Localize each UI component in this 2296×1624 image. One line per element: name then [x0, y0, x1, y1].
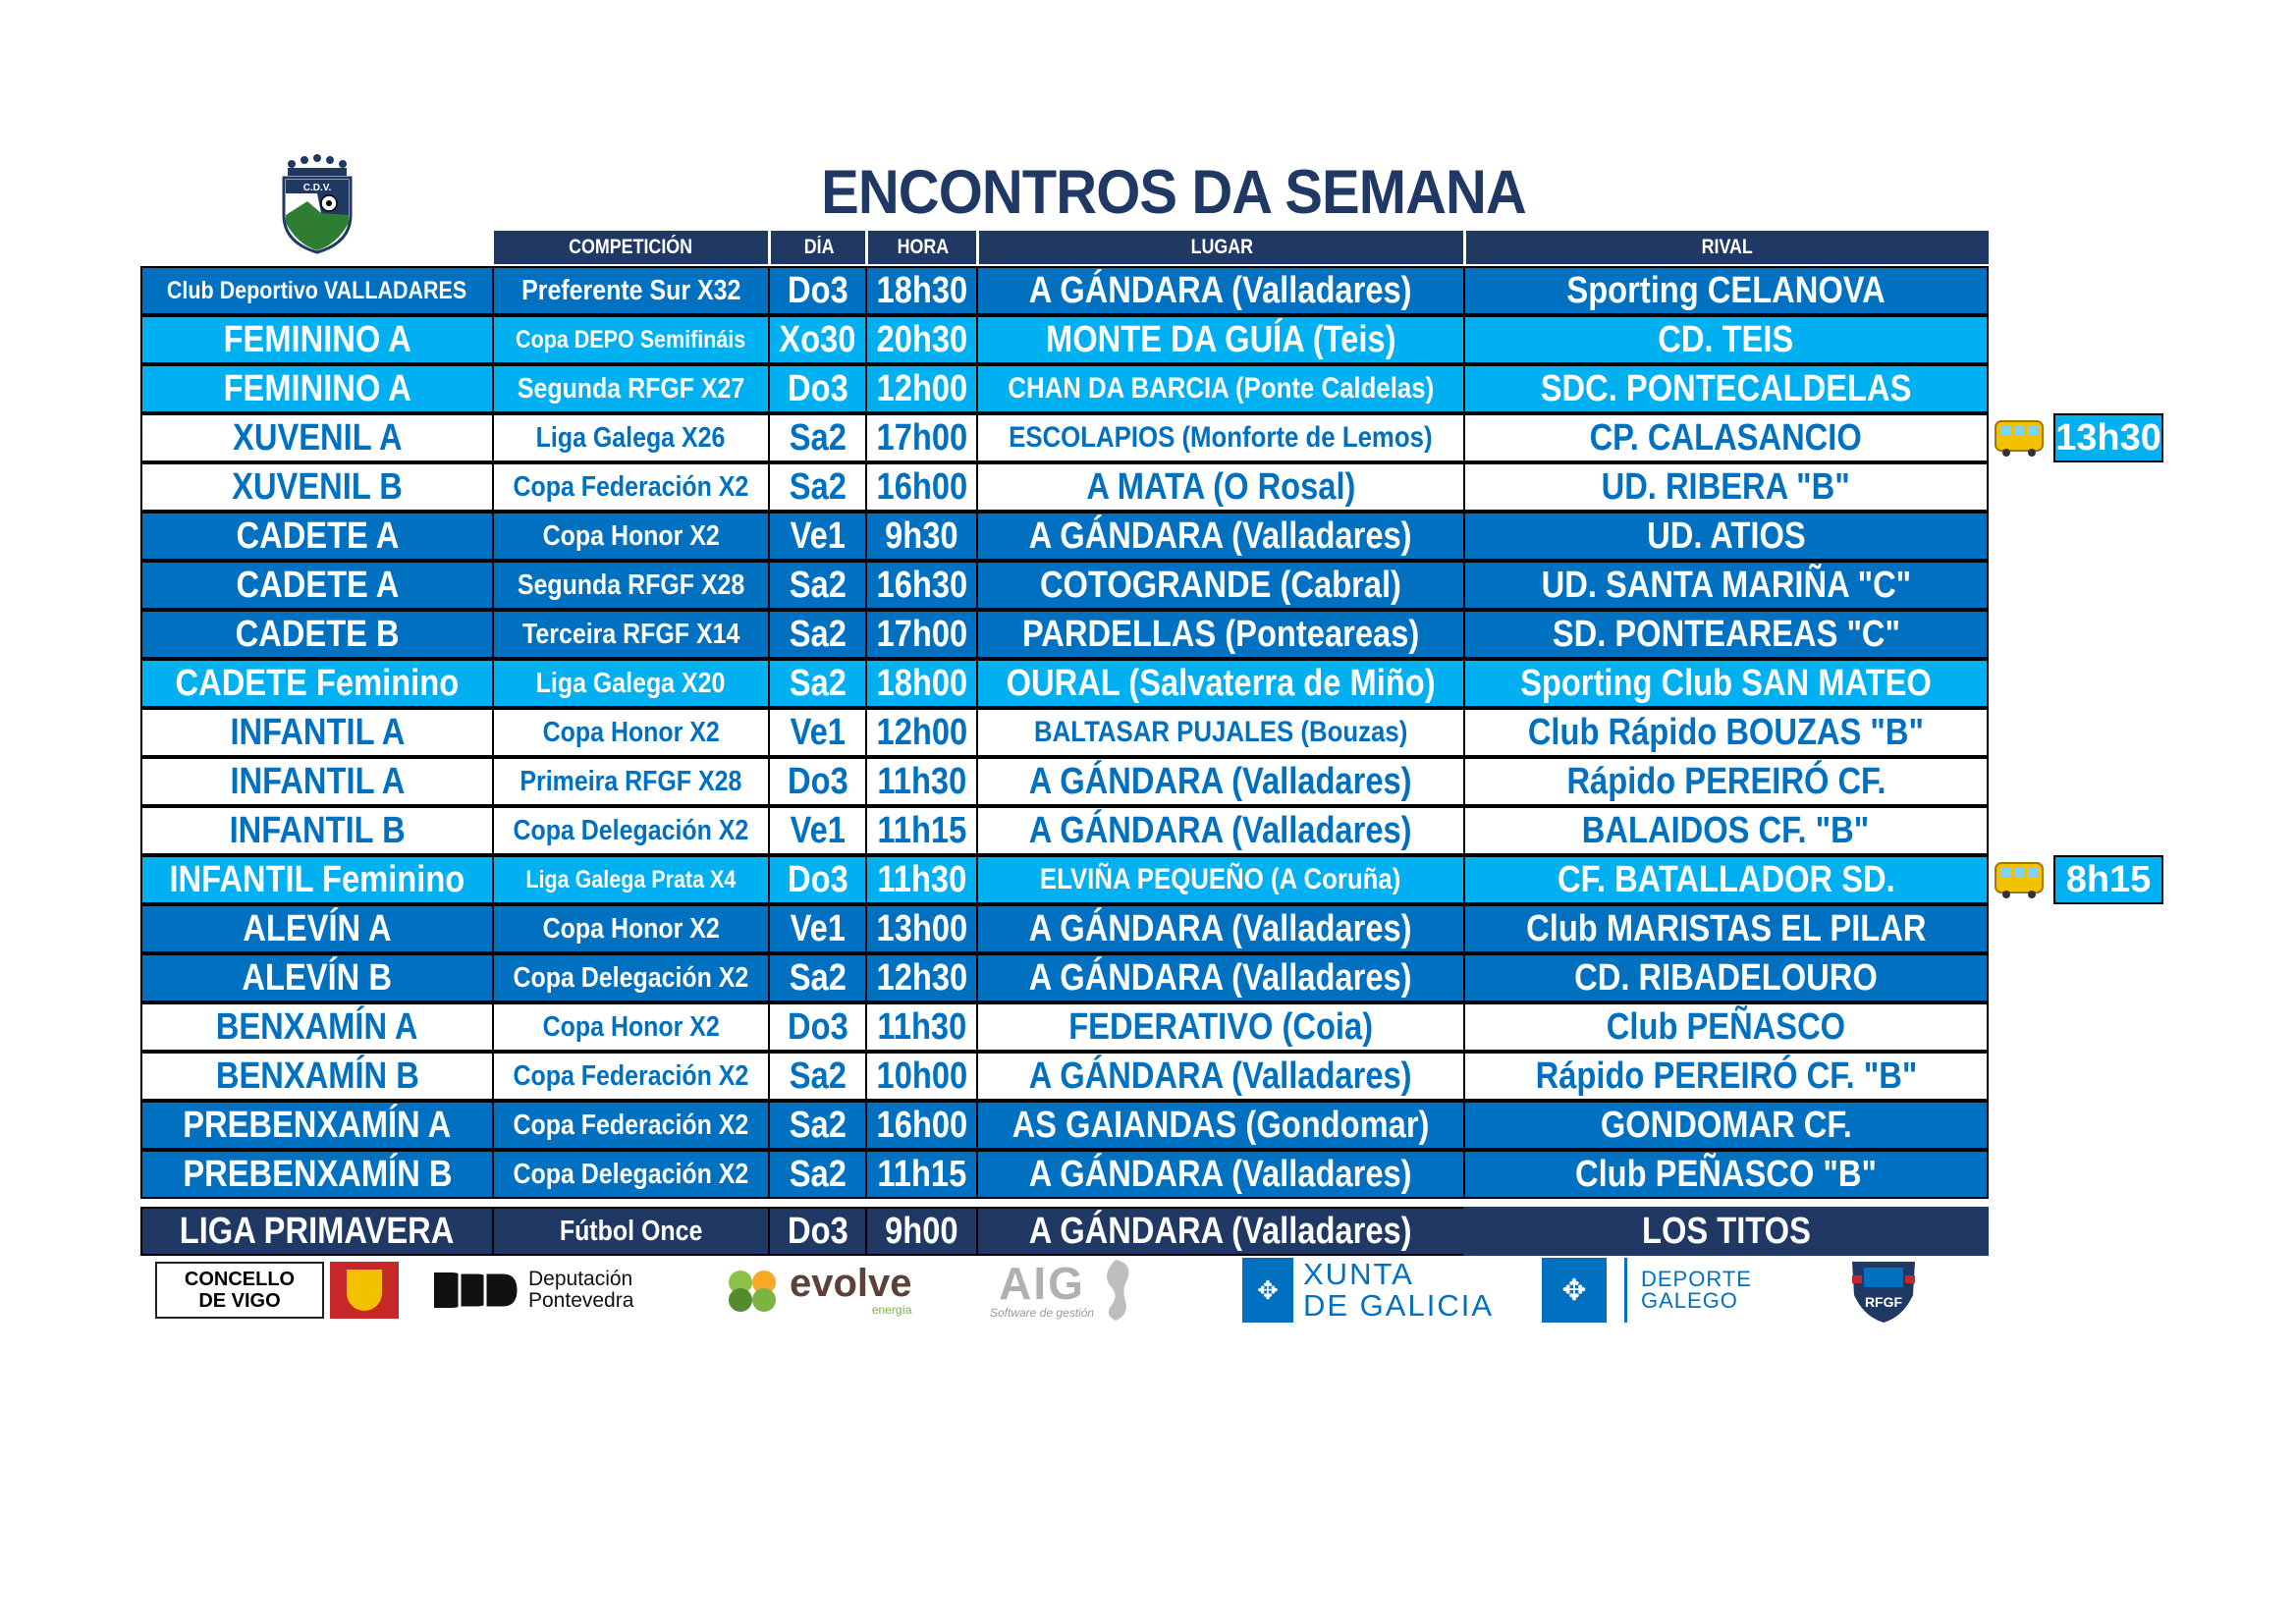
- time-cell: 12h00: [865, 708, 978, 757]
- day-cell: Sa2: [768, 953, 867, 1002]
- competition-cell: Segunda RFGF X27: [492, 364, 770, 413]
- day-cell: Ve1: [768, 512, 867, 561]
- match-row: [140, 1002, 1989, 1052]
- team-cell: XUVENIL A: [140, 413, 494, 462]
- bus-departure-time: 8h15: [2053, 855, 2163, 904]
- rival-cell: UD. RIBERA "B": [1463, 462, 1989, 512]
- team-cell: ALEVÍN A: [140, 904, 494, 953]
- team-cell: CADETE A: [140, 512, 494, 561]
- match-row: [140, 462, 1989, 512]
- rival-cell: CP. CALASANCIO: [1463, 413, 1989, 462]
- sponsor-deputacion: Deputación Pontevedra: [432, 1261, 633, 1320]
- rival-cell: Sporting Club SAN MATEO: [1463, 659, 1989, 708]
- page-title: ENCONTROS DA SEMANA: [821, 158, 1526, 227]
- rfgf-shield-icon: [1844, 1256, 1923, 1325]
- time-cell: 12h30: [865, 953, 978, 1002]
- match-row: [140, 1207, 1989, 1256]
- match-row: [140, 266, 1989, 315]
- rfgf-text: RFGF: [1864, 1294, 1903, 1310]
- team-cell: PREBENXAMÍN A: [140, 1101, 494, 1150]
- evolve-leaf-icon: [725, 1269, 790, 1312]
- match-row: [140, 512, 1989, 561]
- day-cell: Sa2: [768, 1150, 867, 1199]
- competition-cell: Copa Federación X2: [492, 1101, 770, 1150]
- day-cell: Sa2: [768, 462, 867, 512]
- bus-icon: [1994, 859, 2045, 900]
- day-cell: Sa2: [768, 1052, 867, 1101]
- time-cell: 18h30: [865, 266, 978, 315]
- competition-cell: Liga Galega Prata X4: [492, 855, 770, 904]
- sponsor-rfgf: [1844, 1261, 1923, 1320]
- competition-cell: Copa Federación X2: [492, 1052, 770, 1101]
- match-row: [140, 1150, 1989, 1199]
- competition-cell: Copa Delegación X2: [492, 1150, 770, 1199]
- place-cell: A GÁNDARA (Valladares): [976, 806, 1465, 855]
- place-cell: ESCOLAPIOS (Monforte de Lemos): [976, 413, 1465, 462]
- team-cell: LIGA PRIMAVERA: [140, 1207, 494, 1256]
- time-cell: 11h15: [865, 1150, 978, 1199]
- place-cell: AS GAIANDAS (Gondomar): [976, 1101, 1465, 1150]
- time-cell: 13h00: [865, 904, 978, 953]
- match-row: [140, 413, 1989, 462]
- rival-cell: CF. BATALLADOR SD.: [1463, 855, 1989, 904]
- seahorse-icon: [1094, 1256, 1137, 1325]
- day-cell: Do3: [768, 364, 867, 413]
- match-row: [140, 757, 1989, 806]
- competition-cell: Copa Honor X2: [492, 708, 770, 757]
- competition-cell: Liga Galega X20: [492, 659, 770, 708]
- time-cell: 20h30: [865, 315, 978, 364]
- place-cell: A GÁNDARA (Valladares): [976, 953, 1465, 1002]
- time-cell: 17h00: [865, 413, 978, 462]
- day-cell: Sa2: [768, 659, 867, 708]
- deporte-shield-icon: ✥: [1542, 1258, 1607, 1323]
- header-rival: RIVAL: [1463, 231, 1989, 264]
- team-cell: FEMININO A: [140, 315, 494, 364]
- place-cell: A GÁNDARA (Valladares): [976, 904, 1465, 953]
- place-cell: PARDELLAS (Ponteareas): [976, 610, 1465, 659]
- match-row: [140, 610, 1989, 659]
- rival-cell: Sporting CELANOVA: [1463, 266, 1989, 315]
- rival-cell: SD. PONTEAREAS "C": [1463, 610, 1989, 659]
- place-cell: ELVIÑA PEQUEÑO (A Coruña): [976, 855, 1465, 904]
- rival-cell: LOS TITOS: [1463, 1207, 1989, 1256]
- sponsor-evolve: evolve energía: [725, 1261, 912, 1320]
- match-row: [140, 855, 1989, 904]
- rival-cell: UD. SANTA MARIÑA "C": [1463, 561, 1989, 610]
- day-cell: Ve1: [768, 806, 867, 855]
- rival-cell: Club PEÑASCO: [1463, 1002, 1989, 1052]
- day-cell: Do3: [768, 266, 867, 315]
- time-cell: 9h30: [865, 512, 978, 561]
- day-cell: Do3: [768, 855, 867, 904]
- team-cell: INFANTIL B: [140, 806, 494, 855]
- bus-departure-time: 13h30: [2053, 413, 2163, 462]
- match-row: [140, 364, 1989, 413]
- rival-cell: Rápido PEREIRÓ CF. "B": [1463, 1052, 1989, 1101]
- competition-cell: Liga Galega X26: [492, 413, 770, 462]
- match-row: [140, 806, 1989, 855]
- sponsor-concello-vigo: CONCELLO DE VIGO: [155, 1261, 399, 1320]
- place-cell: MONTE DA GUÍA (Teis): [976, 315, 1465, 364]
- team-cell: BENXAMÍN A: [140, 1002, 494, 1052]
- match-row: [140, 315, 1989, 364]
- place-cell: A GÁNDARA (Valladares): [976, 757, 1465, 806]
- place-cell: A GÁNDARA (Valladares): [976, 1207, 1465, 1256]
- time-cell: 9h00: [865, 1207, 978, 1256]
- time-cell: 11h30: [865, 757, 978, 806]
- place-cell: A MATA (O Rosal): [976, 462, 1465, 512]
- competition-cell: Primeira RFGF X28: [492, 757, 770, 806]
- time-cell: 16h30: [865, 561, 978, 610]
- rival-cell: Club Rápido BOUZAS "B": [1463, 708, 1989, 757]
- rival-cell: Rápido PEREIRÓ CF.: [1463, 757, 1989, 806]
- competition-cell: Preferente Sur X32: [492, 266, 770, 315]
- team-cell: ALEVÍN B: [140, 953, 494, 1002]
- rival-cell: CD. RIBADELOURO: [1463, 953, 1989, 1002]
- team-cell: BENXAMÍN B: [140, 1052, 494, 1101]
- place-cell: OURAL (Salvaterra de Miño): [976, 659, 1465, 708]
- team-cell: FEMININO A: [140, 364, 494, 413]
- day-cell: Sa2: [768, 561, 867, 610]
- competition-cell: Copa Federación X2: [492, 462, 770, 512]
- day-cell: Ve1: [768, 904, 867, 953]
- time-cell: 10h00: [865, 1052, 978, 1101]
- competition-cell: Copa Delegación X2: [492, 806, 770, 855]
- place-cell: BALTASAR PUJALES (Bouzas): [976, 708, 1465, 757]
- match-row: [140, 1101, 1989, 1150]
- match-row: [140, 561, 1989, 610]
- day-cell: Xo30: [768, 315, 867, 364]
- rival-cell: Club PEÑASCO "B": [1463, 1150, 1989, 1199]
- time-cell: 11h30: [865, 1002, 978, 1052]
- match-row: [140, 1052, 1989, 1101]
- place-cell: A GÁNDARA (Valladares): [976, 1150, 1465, 1199]
- competition-cell: Segunda RFGF X28: [492, 561, 770, 610]
- team-cell: INFANTIL A: [140, 708, 494, 757]
- competition-cell: Copa Honor X2: [492, 1002, 770, 1052]
- match-row: [140, 708, 1989, 757]
- rival-cell: UD. ATIOS: [1463, 512, 1989, 561]
- team-cell: CADETE A: [140, 561, 494, 610]
- crest-text: C.D.V.: [302, 183, 332, 193]
- competition-cell: Copa Delegación X2: [492, 953, 770, 1002]
- team-cell: XUVENIL B: [140, 462, 494, 512]
- header-dia: DÍA: [768, 231, 867, 264]
- team-cell: CADETE B: [140, 610, 494, 659]
- header-competicion: COMPETICIÓN: [491, 231, 768, 264]
- xunta-shield-icon: ✥: [1242, 1258, 1293, 1323]
- bus-icon: [1994, 417, 2045, 459]
- day-cell: Do3: [768, 757, 867, 806]
- day-cell: Sa2: [768, 1101, 867, 1150]
- team-cell: INFANTIL A: [140, 757, 494, 806]
- time-cell: 11h30: [865, 855, 978, 904]
- team-cell: PREBENXAMÍN B: [140, 1150, 494, 1199]
- deputacion-logo-icon: [432, 1269, 520, 1312]
- time-cell: 11h15: [865, 806, 978, 855]
- rival-cell: SDC. PONTECALDELAS: [1463, 364, 1989, 413]
- sponsor-aig: AIG Software de gestión: [990, 1261, 1137, 1320]
- match-row: [140, 904, 1989, 953]
- rival-cell: BALAIDOS CF. "B": [1463, 806, 1989, 855]
- day-cell: Do3: [768, 1002, 867, 1052]
- match-row: [140, 953, 1989, 1002]
- competition-cell: Copa DEPO Semifináis: [492, 315, 770, 364]
- place-cell: CHAN DA BARCIA (Ponte Caldelas): [976, 364, 1465, 413]
- rival-cell: CD. TEIS: [1463, 315, 1989, 364]
- place-cell: A GÁNDARA (Valladares): [976, 512, 1465, 561]
- vigo-shield-icon: [330, 1262, 399, 1319]
- competition-cell: Fútbol Once: [492, 1207, 770, 1256]
- time-cell: 18h00: [865, 659, 978, 708]
- day-cell: Do3: [768, 1207, 867, 1256]
- time-cell: 16h00: [865, 1101, 978, 1150]
- sponsor-xunta: ✥ XUNTA DE GALICIA: [1242, 1261, 1494, 1320]
- header-lugar: LUGAR: [976, 231, 1465, 264]
- match-row: [140, 659, 1989, 708]
- day-cell: Sa2: [768, 413, 867, 462]
- place-cell: FEDERATIVO (Coia): [976, 1002, 1465, 1052]
- sponsor-deporte-galego: ✥ DEPORTE GALEGO: [1542, 1261, 1752, 1320]
- rival-cell: Club MARISTAS EL PILAR: [1463, 904, 1989, 953]
- rival-cell: GONDOMAR CF.: [1463, 1101, 1989, 1150]
- day-cell: Ve1: [768, 708, 867, 757]
- team-cell: Club Deportivo VALLADARES: [140, 266, 494, 315]
- competition-cell: Copa Honor X2: [492, 512, 770, 561]
- place-cell: A GÁNDARA (Valladares): [976, 266, 1465, 315]
- time-cell: 16h00: [865, 462, 978, 512]
- time-cell: 17h00: [865, 610, 978, 659]
- competition-cell: Terceira RFGF X14: [492, 610, 770, 659]
- place-cell: A GÁNDARA (Valladares): [976, 1052, 1465, 1101]
- time-cell: 12h00: [865, 364, 978, 413]
- club-crest-logo: [278, 154, 356, 254]
- header-hora: HORA: [865, 231, 978, 264]
- competition-cell: Copa Honor X2: [492, 904, 770, 953]
- day-cell: Sa2: [768, 610, 867, 659]
- place-cell: COTOGRANDE (Cabral): [976, 561, 1465, 610]
- team-cell: CADETE Feminino: [140, 659, 494, 708]
- team-cell: INFANTIL Feminino: [140, 855, 494, 904]
